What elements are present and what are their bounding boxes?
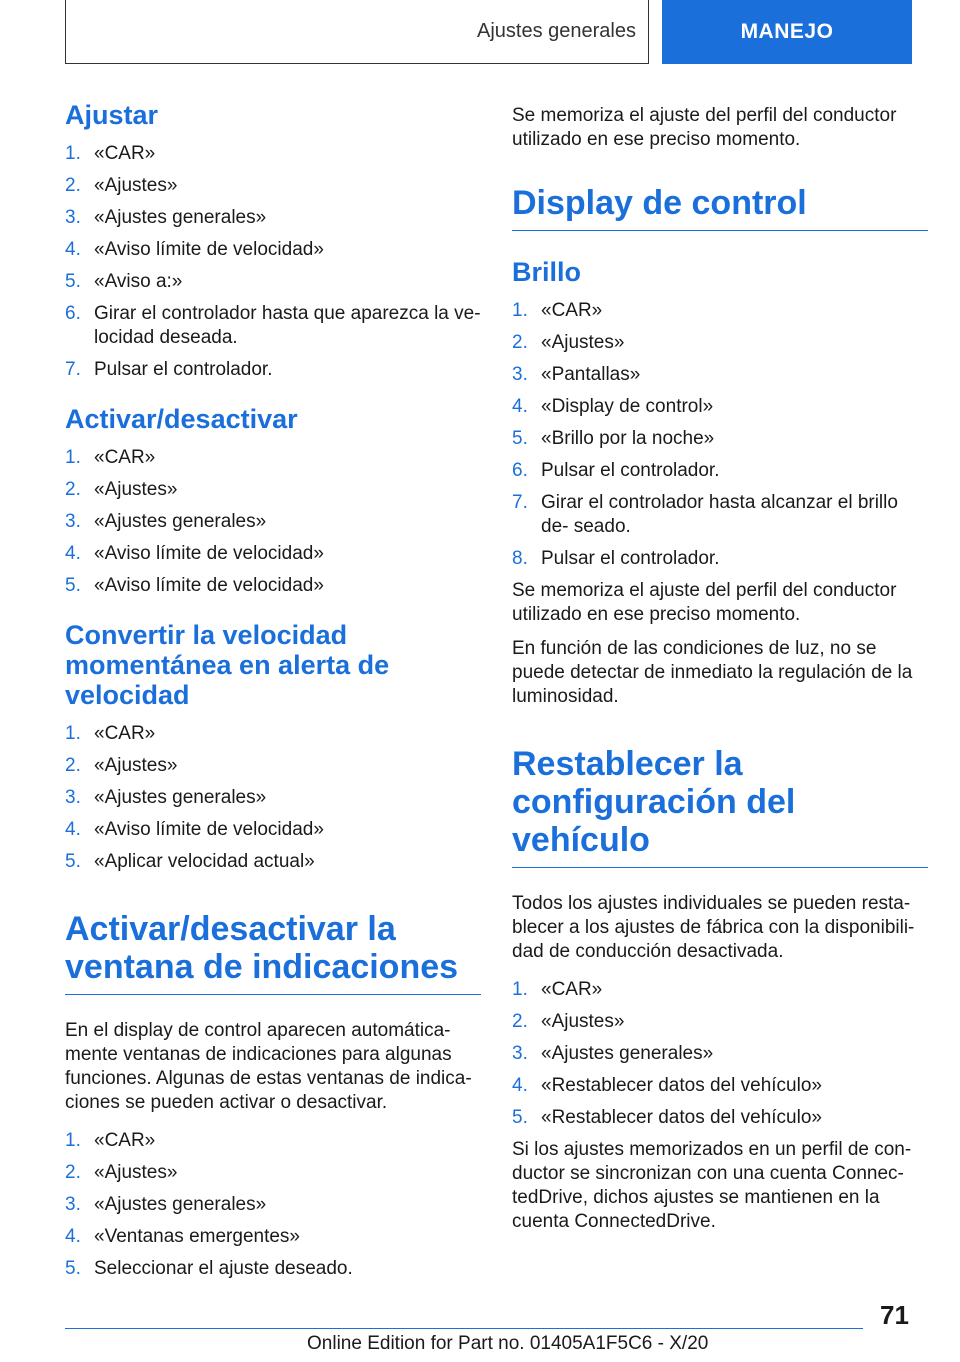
page-number: 71	[880, 1300, 909, 1330]
heading-activar-desactivar: Activar/desactivar	[65, 404, 298, 434]
step-number: 2.	[512, 1011, 528, 1032]
step-number: 5.	[512, 1107, 528, 1128]
step-text: «CAR»	[94, 1130, 156, 1151]
step-item	[65, 446, 481, 470]
steps-activar-desactivar	[65, 446, 481, 598]
step-item	[512, 331, 928, 355]
step-text: «Pantallas»	[541, 364, 641, 385]
step-item	[65, 1225, 481, 1249]
step-number: 5.	[65, 1258, 81, 1279]
step-text: «Ajustes»	[94, 1162, 178, 1183]
step-number: 2.	[65, 479, 81, 500]
chapter-tab: MANEJO	[662, 0, 912, 64]
step-number: 6.	[65, 303, 81, 324]
heading-display-control: Display de control	[512, 184, 928, 231]
step-number: 5.	[65, 271, 81, 292]
step-item	[65, 510, 481, 534]
right-column	[512, 100, 928, 1234]
step-text: «Ajustes»	[541, 332, 625, 353]
step-text: «Ventanas emergentes»	[94, 1226, 300, 1247]
step-number: 1.	[65, 143, 81, 164]
step-item	[512, 427, 928, 451]
step-item	[512, 1074, 928, 1098]
step-text: «Aviso límite de velocidad»	[94, 575, 324, 596]
step-text: «Ajustes generales»	[94, 207, 267, 228]
step-text: Seleccionar el ajuste deseado.	[94, 1258, 353, 1279]
step-number: 1.	[512, 979, 528, 1000]
step-text: «Ajustes»	[94, 755, 178, 776]
step-number: 3.	[65, 207, 81, 228]
step-number: 3.	[512, 364, 528, 385]
step-text: «Aviso límite de velocidad»	[94, 819, 324, 840]
step-item	[65, 174, 481, 198]
step-text: «CAR»	[541, 979, 603, 1000]
step-item	[65, 722, 481, 746]
step-item	[512, 547, 928, 571]
footer-rule	[65, 1328, 863, 1329]
step-item	[65, 786, 481, 810]
step-text: «Restablecer datos del vehículo»	[541, 1075, 822, 1096]
step-number: 4.	[65, 543, 81, 564]
step-number: 1.	[65, 447, 81, 468]
step-text: Girar el controlador hasta que aparezca la ve‐ locidad deseada.	[94, 303, 481, 348]
step-text: «Aplicar velocidad actual»	[94, 851, 315, 872]
step-item	[512, 1106, 928, 1130]
step-number: 4.	[65, 1226, 81, 1247]
step-text: Pulsar el controlador.	[541, 460, 720, 481]
brillo-note: En función de las condiciones de luz, no se puede detectar de inmediato la regulación de la luminosidad.	[512, 638, 913, 707]
step-item	[65, 542, 481, 566]
step-item	[512, 363, 928, 387]
step-number: 3.	[512, 1043, 528, 1064]
step-item	[65, 1193, 481, 1217]
step-number: 7.	[512, 492, 528, 513]
step-number: 4.	[65, 239, 81, 260]
step-item	[65, 850, 481, 874]
step-number: 1.	[65, 1130, 81, 1151]
step-number: 8.	[512, 548, 528, 569]
step-item	[512, 978, 928, 1002]
step-text: «Aviso a:»	[94, 271, 183, 292]
step-text: Girar el controlador hasta alcanzar el brillo de‐ seado.	[541, 492, 898, 537]
steps-restablecer	[512, 978, 928, 1130]
step-text: «CAR»	[541, 300, 603, 321]
brillo-memo: Se memoriza el ajuste del perfil del conductor utilizado en ese preciso momento.	[512, 580, 897, 625]
step-item	[65, 142, 481, 166]
step-item	[65, 270, 481, 294]
step-number: 2.	[512, 332, 528, 353]
footer-edition: Online Edition for Part no. 01405A1F5C6 - X/20	[307, 1333, 709, 1354]
memo-top: Se memoriza el ajuste del perfil del conductor utilizado en ese preciso momento.	[512, 105, 897, 150]
step-text: «Ajustes»	[94, 175, 178, 196]
steps-ajustar	[65, 142, 481, 382]
step-item	[512, 459, 928, 483]
step-number: 5.	[65, 851, 81, 872]
heading-restablecer: Restablecer la configuración del vehículo	[512, 745, 928, 868]
step-text: «Aviso límite de velocidad»	[94, 239, 324, 260]
step-number: 7.	[65, 359, 81, 380]
step-text: «CAR»	[94, 447, 156, 468]
steps-ventana-indicaciones	[65, 1129, 481, 1281]
step-text: «Ajustes»	[94, 479, 178, 500]
step-text: «Brillo por la noche»	[541, 428, 715, 449]
step-number: 2.	[65, 1162, 81, 1183]
step-item	[65, 478, 481, 502]
step-number: 3.	[65, 787, 81, 808]
step-item	[512, 1010, 928, 1034]
heading-convertir-velocidad: Convertir la velocidad momentánea en alerta de velocidad	[65, 620, 390, 710]
steps-brillo	[512, 299, 928, 571]
step-number: 2.	[65, 175, 81, 196]
restablecer-intro: Todos los ajustes individuales se pueden resta‐ blecer a los ajustes de fábrica con la disponibili‐ dad de conducción desactivada.	[512, 893, 915, 962]
step-text: «Ajustes generales»	[94, 511, 267, 532]
restablecer-note: Si los ajustes memorizados en un perfil de con‐ ductor se sincronizan con una cuenta Connec‐ tedDrive, dichos ajustes se mantienen en la cuenta ConnectedDrive.	[512, 1139, 912, 1232]
step-text: «CAR»	[94, 143, 156, 164]
step-item	[65, 1257, 481, 1281]
step-number: 5.	[65, 575, 81, 596]
step-text: Pulsar el controlador.	[541, 548, 720, 569]
step-number: 5.	[512, 428, 528, 449]
step-item	[65, 1161, 481, 1185]
left-column	[65, 100, 481, 1289]
ventana-intro: En el display de control aparecen automática‐ mente ventanas de indicaciones para algunas funciones. Algunas de estas ventanas de indica‐ ciones se pueden activar o desactivar.	[65, 1020, 472, 1113]
step-text: «Display de control»	[541, 396, 714, 417]
step-item	[512, 299, 928, 323]
step-text: «Ajustes generales»	[94, 787, 267, 808]
step-item	[512, 395, 928, 419]
step-item	[65, 238, 481, 262]
step-number: 4.	[65, 819, 81, 840]
step-text: Pulsar el controlador.	[94, 359, 273, 380]
step-item	[512, 491, 928, 539]
step-number: 3.	[65, 1194, 81, 1215]
step-number: 4.	[512, 1075, 528, 1096]
step-text: «Restablecer datos del vehículo»	[541, 1107, 822, 1128]
step-number: 6.	[512, 460, 528, 481]
step-item	[512, 1042, 928, 1066]
step-item	[65, 574, 481, 598]
step-number: 3.	[65, 511, 81, 532]
step-text: «Ajustes generales»	[94, 1194, 267, 1215]
step-text: «Ajustes»	[541, 1011, 625, 1032]
step-item	[65, 302, 481, 350]
step-number: 1.	[512, 300, 528, 321]
step-item	[65, 754, 481, 778]
step-item	[65, 206, 481, 230]
step-item	[65, 358, 481, 382]
heading-ventana-indicaciones: Activar/desactivar la ventana de indicaciones	[65, 910, 481, 995]
section-title: Ajustes generales	[477, 20, 636, 42]
step-number: 4.	[512, 396, 528, 417]
step-text: «Ajustes generales»	[541, 1043, 714, 1064]
heading-ajustar: Ajustar	[65, 100, 159, 130]
step-item	[65, 818, 481, 842]
running-header	[65, 0, 649, 64]
heading-brillo: Brillo	[512, 257, 582, 287]
step-text: «Aviso límite de velocidad»	[94, 543, 324, 564]
step-text: «CAR»	[94, 723, 156, 744]
steps-convertir-velocidad	[65, 722, 481, 874]
step-number: 1.	[65, 723, 81, 744]
step-number: 2.	[65, 755, 81, 776]
step-item	[65, 1129, 481, 1153]
